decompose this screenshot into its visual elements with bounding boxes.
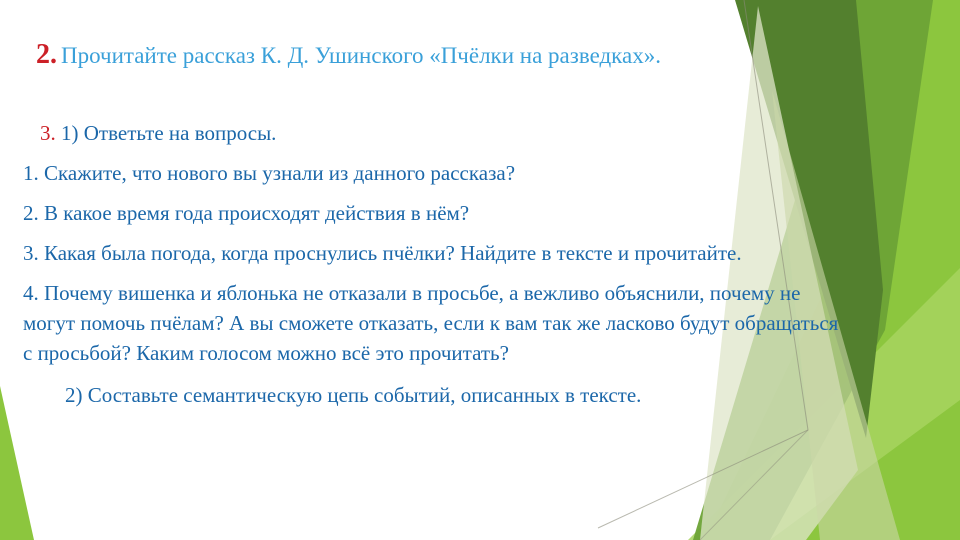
title-number: 2.: [36, 39, 57, 70]
title-text: Прочитайте рассказ К. Д. Ушинского «Пчёлки на разведках».: [61, 43, 661, 68]
subtitle-text: 1) Ответьте на вопросы.: [61, 121, 277, 145]
question-1: 1. Скажите, что нового вы узнали из данного рассказа?: [23, 161, 516, 185]
slide-content: [23, 38, 923, 410]
question-3: 3. Какая была погода, когда проснулись пчёлки? Найдите в тексте и прочитайте.: [23, 241, 742, 265]
subtitle-number: 3.: [40, 121, 56, 145]
slide-title: [23, 38, 923, 76]
subtitle-task-1: [23, 118, 923, 148]
question-2: 2. В какое время года происходят действия в нём?: [23, 201, 470, 225]
task-2: 2) Составьте семантическую цепь событий, описанных в тексте.: [65, 383, 642, 407]
question-4: 4. Почему вишенка и яблонька не отказали в просьбе, а вежливо объяснили, почему не могут помочь пчёлам? А вы сможете отказать, если к вам так же ласково будут обращаться с просьбой? Каким голосом можно всё это прочитать?: [23, 281, 839, 365]
